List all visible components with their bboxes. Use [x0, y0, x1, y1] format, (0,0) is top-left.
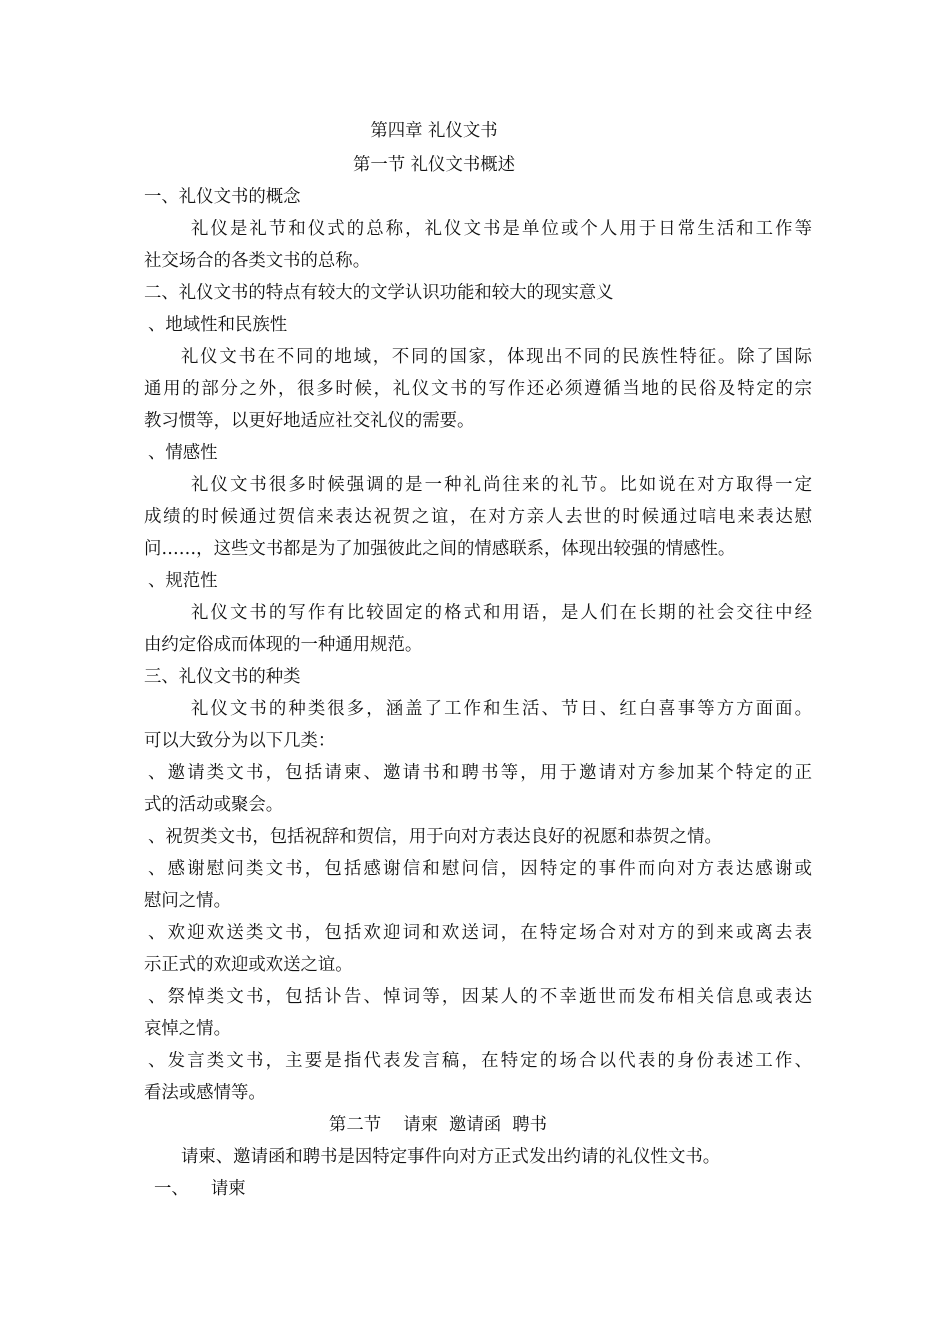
paragraph-line: 通用的部分之外，很多时候，礼仪文书的写作还必须遵循当地的民俗及特定的宗: [144, 379, 812, 399]
list-item: 、发言类文书，主要是指代表发言稿，在特定的场合以代表的身份表述工作、: [148, 1051, 812, 1071]
list-item: 哀悼之情。: [144, 1019, 231, 1039]
paragraph-line: 礼仪文书很多时候强调的是一种礼尚往来的礼节。比如说在对方取得一定: [191, 475, 812, 495]
list-item: 示正式的欢迎或欢送之谊。: [144, 955, 353, 975]
subheading: 、情感性: [148, 443, 218, 463]
paragraph-line: 请柬、邀请函和聘书是因特定事件向对方正式发出约请的礼仪性文书。: [181, 1147, 721, 1167]
heading: 一、 请柬: [154, 1179, 246, 1199]
paragraph-line: 社交场合的各类文书的总称。: [144, 251, 371, 271]
list-item: 、欢迎欢送类文书，包括欢迎词和欢送词，在特定场合对对方的到来或离去表: [148, 923, 812, 943]
heading: 三、礼仪文书的种类: [144, 667, 301, 687]
paragraph-line: 由约定俗成而体现的一种通用规范。: [144, 635, 423, 655]
paragraph-line: 问……，这些文书都是为了加强彼此之间的情感联系，体现出较强的情感性。: [144, 539, 736, 559]
list-item: 看法或感情等。: [144, 1083, 266, 1103]
list-item: 慰问之情。: [144, 891, 231, 911]
paragraph-line: 成绩的时候通过贺信来表达祝贺之谊，在对方亲人去世的时候通过唁电来表达慰: [144, 507, 812, 527]
list-item: 、祝贺类文书，包括祝辞和贺信，用于向对方表达良好的祝愿和恭贺之情。: [148, 827, 722, 847]
subheading: 、地域性和民族性: [148, 315, 288, 335]
heading: 一、礼仪文书的概念: [144, 187, 301, 207]
list-item: 、邀请类文书，包括请柬、邀请书和聘书等，用于邀请对方参加某个特定的正: [148, 763, 812, 783]
subheading: 、规范性: [148, 571, 218, 591]
paragraph-line: 礼仪是礼节和仪式的总称，礼仪文书是单位或个人用于日常生活和工作等: [191, 219, 812, 239]
section-title: 第一节 礼仪文书概述: [352, 155, 516, 175]
paragraph-line: 礼仪文书的写作有比较固定的格式和用语，是人们在长期的社会交往中经: [191, 603, 812, 623]
chapter-title: 第四章 礼仪文书: [370, 121, 498, 141]
paragraph-line: 礼仪文书在不同的地域，不同的国家，体现出不同的民族性特征。除了国际: [181, 347, 812, 367]
paragraph-line: 礼仪文书的种类很多，涵盖了工作和生活、节日、红白喜事等方方面面。: [191, 699, 812, 719]
paragraph-line: 教习惯等，以更好地适应社交礼仪的需要。: [144, 411, 475, 431]
heading: 二、礼仪文书的特点有较大的文学认识功能和较大的现实意义: [144, 283, 614, 303]
list-item: 、感谢慰问类文书，包括感谢信和慰问信，因特定的事件而向对方表达感谢或: [148, 859, 812, 879]
paragraph-line: 可以大致分为以下几类：: [144, 731, 336, 751]
list-item: 、祭悼类文书，包括讣告、悼词等，因某人的不幸逝世而发布相关信息或表达: [148, 987, 812, 1007]
section-title: 第二节 请柬 邀请函 聘书: [328, 1115, 548, 1135]
list-item: 式的活动或聚会。: [144, 795, 284, 815]
